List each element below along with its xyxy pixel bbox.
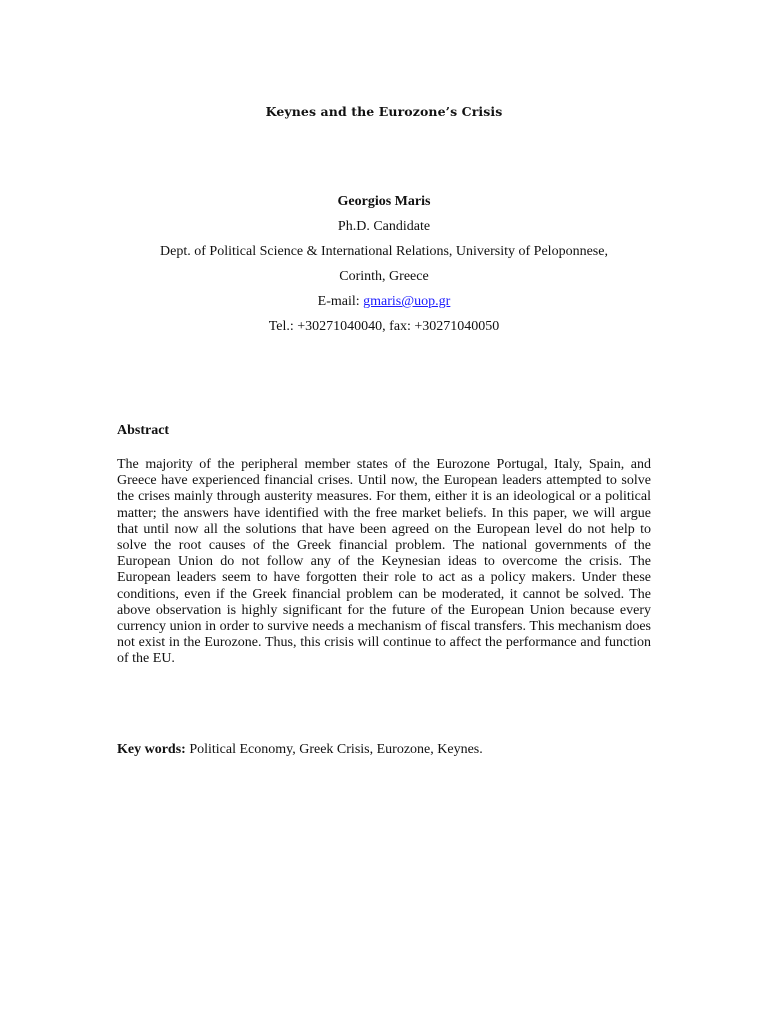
abstract-heading: Abstract [117,423,170,438]
keywords-text: Political Economy, Greek Crisis, Eurozone, Keynes. [185,742,483,757]
keywords [117,742,651,758]
abstract-text: The majority of the peripheral member states of the Eurozone Portugal, Italy, Spain, and Greece have experienced financial crises. Until now, the European leaders attempted to solve the crises mainly through austerity measures. For them, either it is an ideological or a political matter; the answers have identified with the free market beliefs. In this paper, we will argue that until now all the solutions that have been agreed on the European level do not help to solve the root causes of the Greek financial problem. The national governments of the European Union do not follow any of the Keynesian ideas to overcome the crisis. The European leaders seem to have forgotten their role to act as a policy makers. Under these conditions, even if the Greek financial problem can be moderated, it cannot be solved. The above observation is highly significant for the future of the European Union because every currency union in order to survive needs a mechanism of fiscal transfers. This mechanism does not exist in the Eurozone. Thus, this crisis will continue to affect the performance and function of the EU. [117,457,651,667]
keywords-label: Key words: [117,742,186,757]
author-contact: Tel.: +30271040040, fax: +30271040050 [268,319,500,334]
author-affiliation-line2: Corinth, Greece [339,269,429,284]
email-link[interactable]: gmaris@uop.gr [363,294,451,309]
author-block [100,189,668,339]
author-position: Ph.D. Candidate [337,219,431,234]
author-affiliation-line1: Dept. of Political Science & International Relations, University of Peloponnese, [160,244,608,259]
author-name: Georgios Maris [337,194,431,209]
email-label: E-mail: [317,294,364,309]
paper-title: Keynes and the Eurozone’s Crisis [265,104,503,119]
author-email-line [100,289,668,314]
